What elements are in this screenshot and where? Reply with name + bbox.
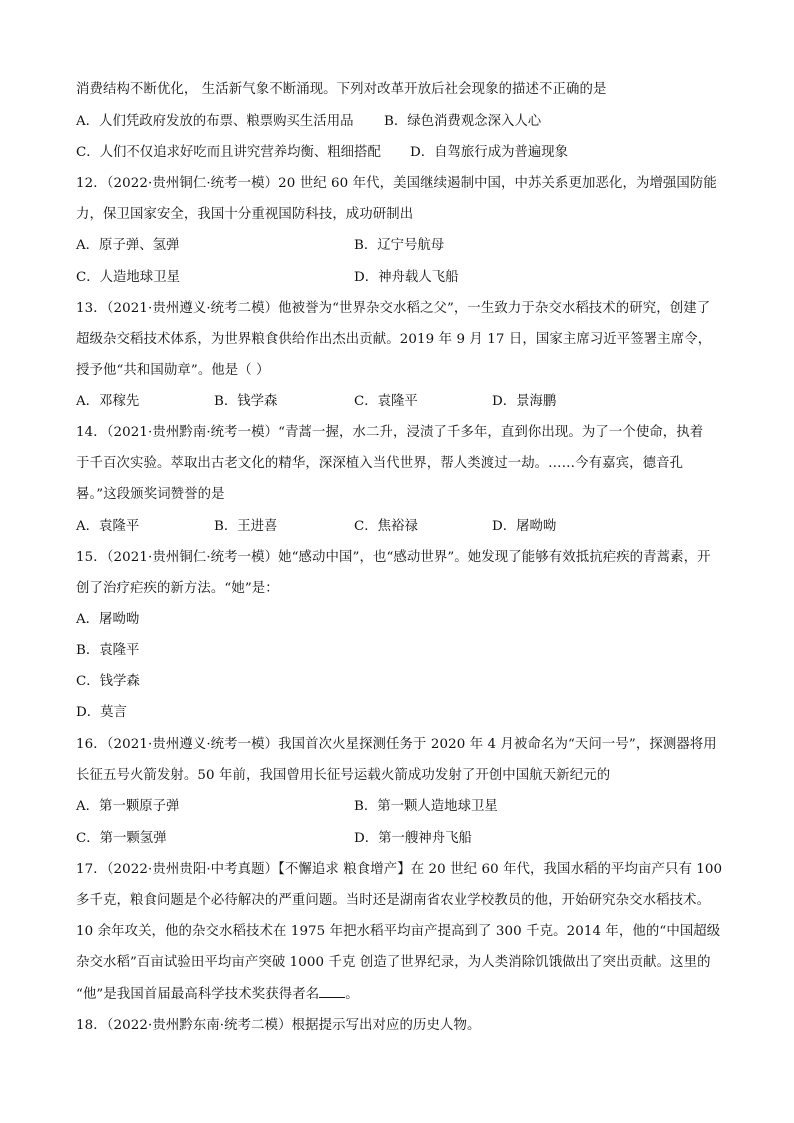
q15-option-a: A．屠呦呦 <box>76 612 140 627</box>
q15-stem-line-1: 15．（2021·贵州铜仁·统考一模）她“感动中国”，也“感动世界”。她发现了能够有效抵抗疟疾的青蒿素，开 <box>76 550 711 565</box>
q14-option-c: C．焦裕禄 <box>354 519 418 534</box>
q14-stem-line-1: 14．（2021·贵州黔南·统考一模）“青蒿一握，水二升，浸渍了千多年，直到你出现。为了一个使命，执着 <box>76 425 704 440</box>
q15-stem-line-2: 创了治疗疟疾的新方法。“她”是： <box>76 581 279 596</box>
q15-option-b: B．袁隆平 <box>76 643 140 658</box>
q16-stem-line-1: 16．（2021·贵州遵义·统考一模）我国首次火星探测任务于 2020 年 4 月被命名为“天问一号”，探测器将用 <box>76 737 717 752</box>
q11-option-c: C．人们不仅追求好吃而且讲究营养均衡、粗细搭配 <box>76 145 381 160</box>
q12-stem-line-1: 12．（2022·贵州铜仁·统考一模）20 世纪 60 年代，美国继续遏制中国，中苏关系更加恶化，为增强国防能 <box>76 176 717 191</box>
q13-option-d: D．景海鹏 <box>492 394 557 409</box>
q14-option-d: D．屠呦呦 <box>492 519 557 534</box>
q17-stem-line-5 <box>76 985 359 1005</box>
q17-stem-line-2: 多千克，粮食问题是个必待解决的严重问题。当时还是湖南省农业学校教员的他，开始研究杂交水稻技术。 <box>76 893 711 908</box>
q17-line-5-end: 。 <box>345 987 359 1002</box>
q14-option-a: A．袁隆平 <box>76 519 140 534</box>
q16-option-a: A．第一颗原子弹 <box>76 799 180 814</box>
q14-option-b: B．王进喜 <box>214 519 278 534</box>
q15-option-c: C．钱学森 <box>76 674 140 689</box>
q12-option-c: C．人造地球卫星 <box>76 270 180 285</box>
q11-option-d: D．自驾旅行成为普遍现象 <box>410 145 569 160</box>
answer-blank[interactable] <box>319 985 345 998</box>
q15-option-d: D．莫言 <box>76 705 127 720</box>
q17-stem-line-3: 10 余年攻关，他的杂交水稻技术在 1975 年把水稻平均亩产提高到了 300 千克。2014 年，他的“中国超级 <box>76 924 721 939</box>
q17-line-5-text: “他”是我国首届最高科学技术奖获得者名 <box>76 987 320 1002</box>
q12-option-a: A．原子弹、氢弹 <box>76 238 180 253</box>
q14-stem-line-3: 晷。”这段颁奖词赞誉的是 <box>76 487 225 502</box>
q13-stem-line-3: 授予他“共和国勋章”。他是（ ） <box>76 363 270 378</box>
q11-stem: 消费结构不断优化， 生活新气象不断涌现。下列对改革开放后社会现象的描述不正确的是 <box>76 82 607 97</box>
q16-option-d: D．第一艘神舟飞船 <box>354 831 472 846</box>
q16-option-c: C．第一颗氢弹 <box>76 831 167 846</box>
q16-option-b: B．第一颗人造地球卫星 <box>354 799 498 814</box>
q13-option-a: A．邓稼先 <box>76 394 140 409</box>
q12-option-b: B．辽宁号航母 <box>354 238 445 253</box>
q12-option-d: D．神舟载人飞船 <box>354 270 459 285</box>
q12-stem-line-2: 力，保卫国家安全，我国十分重视国防科技，成功研制出 <box>76 207 414 222</box>
q14-stem-line-2: 于千百次实验。萃取出古老文化的精华，深深植入当代世界，帮人类渡过一劫。……今有嘉宾，德音孔 <box>76 456 684 471</box>
q17-stem-line-1: 17．（2022·贵州贵阳·中考真题）【不懈追求 粮食增产】在 20 世纪 60 年代，我国水稻的平均亩产只有 100 <box>76 862 723 877</box>
q13-stem-line-2: 超级杂交稻技术体系，为世界粮食供给作出杰出贡献。2019 年 9 月 17 日，国家主席习近平签署主席令， <box>76 332 712 347</box>
q13-option-b: B．钱学森 <box>214 394 278 409</box>
q17-stem-line-4: 杂交水稻”百亩试验田平均亩产突破 1000 千克 创造了世界纪录，为人类消除饥饿做出了突出贡献。这里的 <box>76 955 711 970</box>
q13-stem-line-1: 13．（2021·贵州遵义·统考二模）他被誉为“世界杂交水稻之父”，一生致力于杂交水稻技术的研究，创建了 <box>76 301 711 316</box>
q18-stem-line-1: 18．（2022·贵州黔东南·统考二模）根据提示写出对应的历史人物。 <box>76 1018 481 1033</box>
q16-stem-line-2: 长征五号火箭发射。50 年前，我国曾用长征号运载火箭成功发射了开创中国航天新纪元的 <box>76 768 611 783</box>
q13-option-c: C．袁隆平 <box>354 394 418 409</box>
q11-option-b: B．绿色消费观念深入人心 <box>384 114 542 129</box>
q11-option-a: A．人们凭政府发放的布票、粮票购买生活用品 <box>76 114 354 129</box>
